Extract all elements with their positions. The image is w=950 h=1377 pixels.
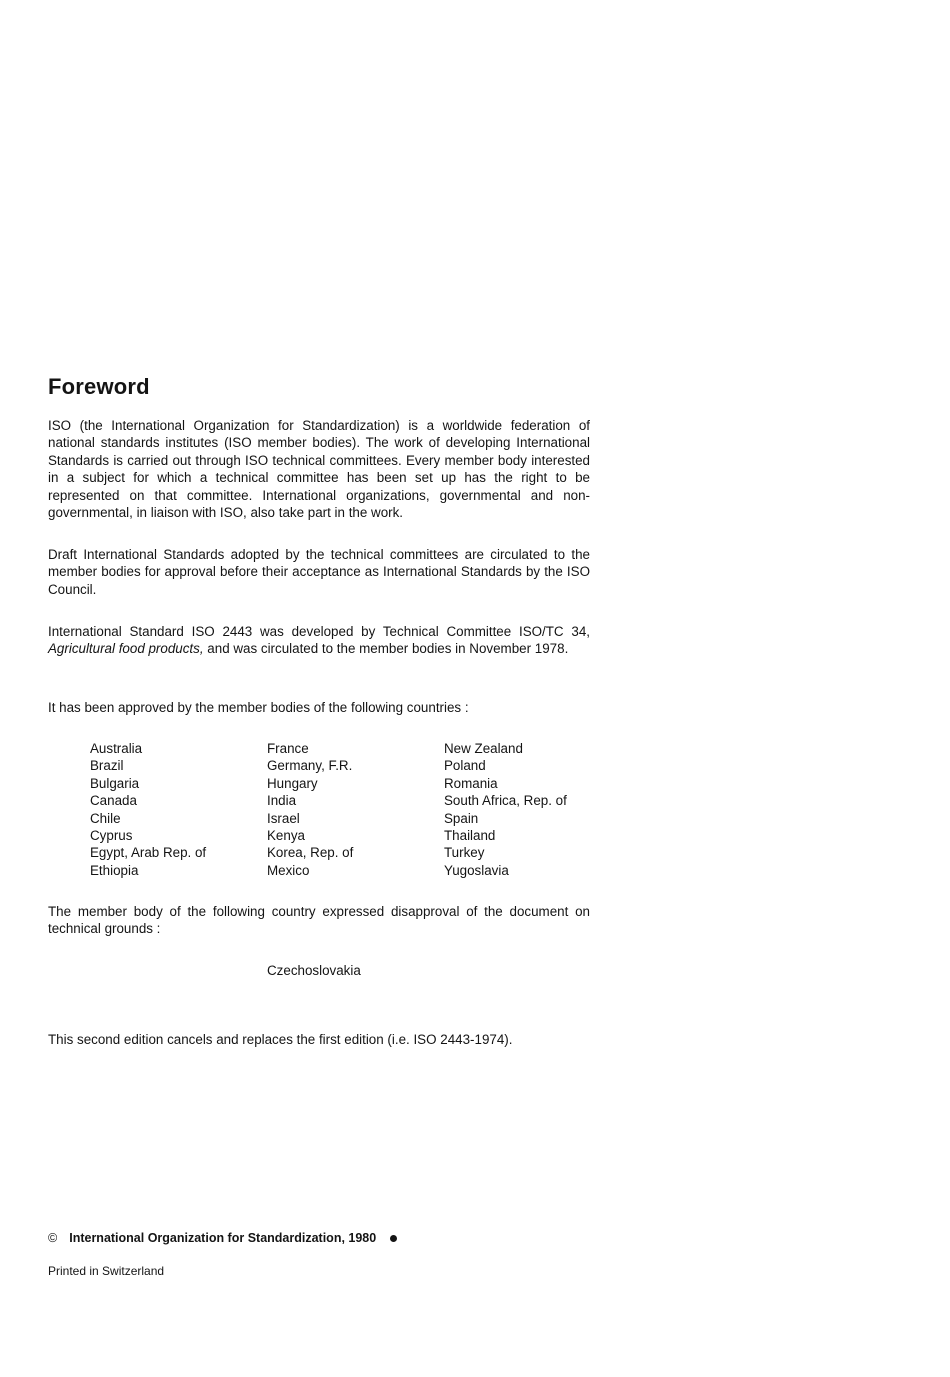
foreword-paragraph-disapproval: The member body of the following country expressed disapproval of the document on technical grounds : [48,904,590,937]
country-item: Israel [267,810,300,826]
country-item: Yugoslavia [444,862,509,878]
copyright-icon: © [48,1231,58,1245]
foreword-paragraph-draft: Draft International Standards adopted by the technical committees are circulated to the member bodies for approval before their acceptance as International Standards by the ISO Council. [48,547,590,597]
country-column-1 [90,740,206,879]
country-item: Turkey [444,845,485,861]
copyright-text: International Organization for Standardization, 1980 [69,1231,377,1245]
country-item: Thailand [444,828,496,844]
country-item: France [267,741,309,756]
country-item: Korea, Rep. of [267,845,354,861]
country-item: Cyprus [90,828,133,844]
country-item: Germany, F.R. [267,758,353,774]
country-item: India [267,793,297,809]
country-item: Canada [90,793,137,809]
country-item: Spain [444,810,479,826]
country-item: Brazil [90,758,124,774]
country-item: Kenya [267,828,305,844]
paragraph-text-start: International Standard ISO 2443 was developed by Technical Committee ISO/TC 34, [48,624,590,639]
country-item: Chile [90,810,121,826]
paragraph-text-end: and was circulated to the member bodies in November 1978. [207,641,569,657]
country-item: Romania [444,775,498,791]
copyright-line [48,1231,397,1245]
country-item: Bulgaria [90,775,140,791]
country-item: Hungary [267,775,318,791]
country-item: Ethiopia [90,862,139,878]
bullet-icon [390,1235,397,1242]
page-title: Foreword [48,374,150,399]
country-column-2 [267,740,353,879]
foreword-paragraph-approval: It has been approved by the member bodies of the following countries : [48,700,469,715]
foreword-paragraph-standard [48,623,590,658]
country-item: Mexico [267,862,310,878]
disapproval-country: Czechoslovakia [267,963,361,978]
country-item: South Africa, Rep. of [444,793,567,809]
country-item: New Zealand [444,741,523,756]
country-column-3 [444,740,567,879]
printed-in: Printed in Switzerland [48,1264,165,1278]
country-item: Australia [90,741,143,756]
foreword-paragraph-iso: ISO (the International Organization for Standardization) is a worldwide federation of national standards institutes (ISO member bodies). The work of developing International Standards is carried out through ISO technical committees. Every member body interested in a subject for which a technical committee has been set up has the right to be represented on that committee. International organizations, governmental and non-governmental, in liaison with ISO, also take part in the work. [48,418,590,521]
committee-title: Agricultural food products, [48,641,204,657]
country-item: Poland [444,758,486,774]
foreword-paragraph-edition: This second edition cancels and replaces the first edition (i.e. ISO 2443-1974). [48,1032,513,1047]
country-item: Egypt, Arab Rep. of [90,845,207,861]
